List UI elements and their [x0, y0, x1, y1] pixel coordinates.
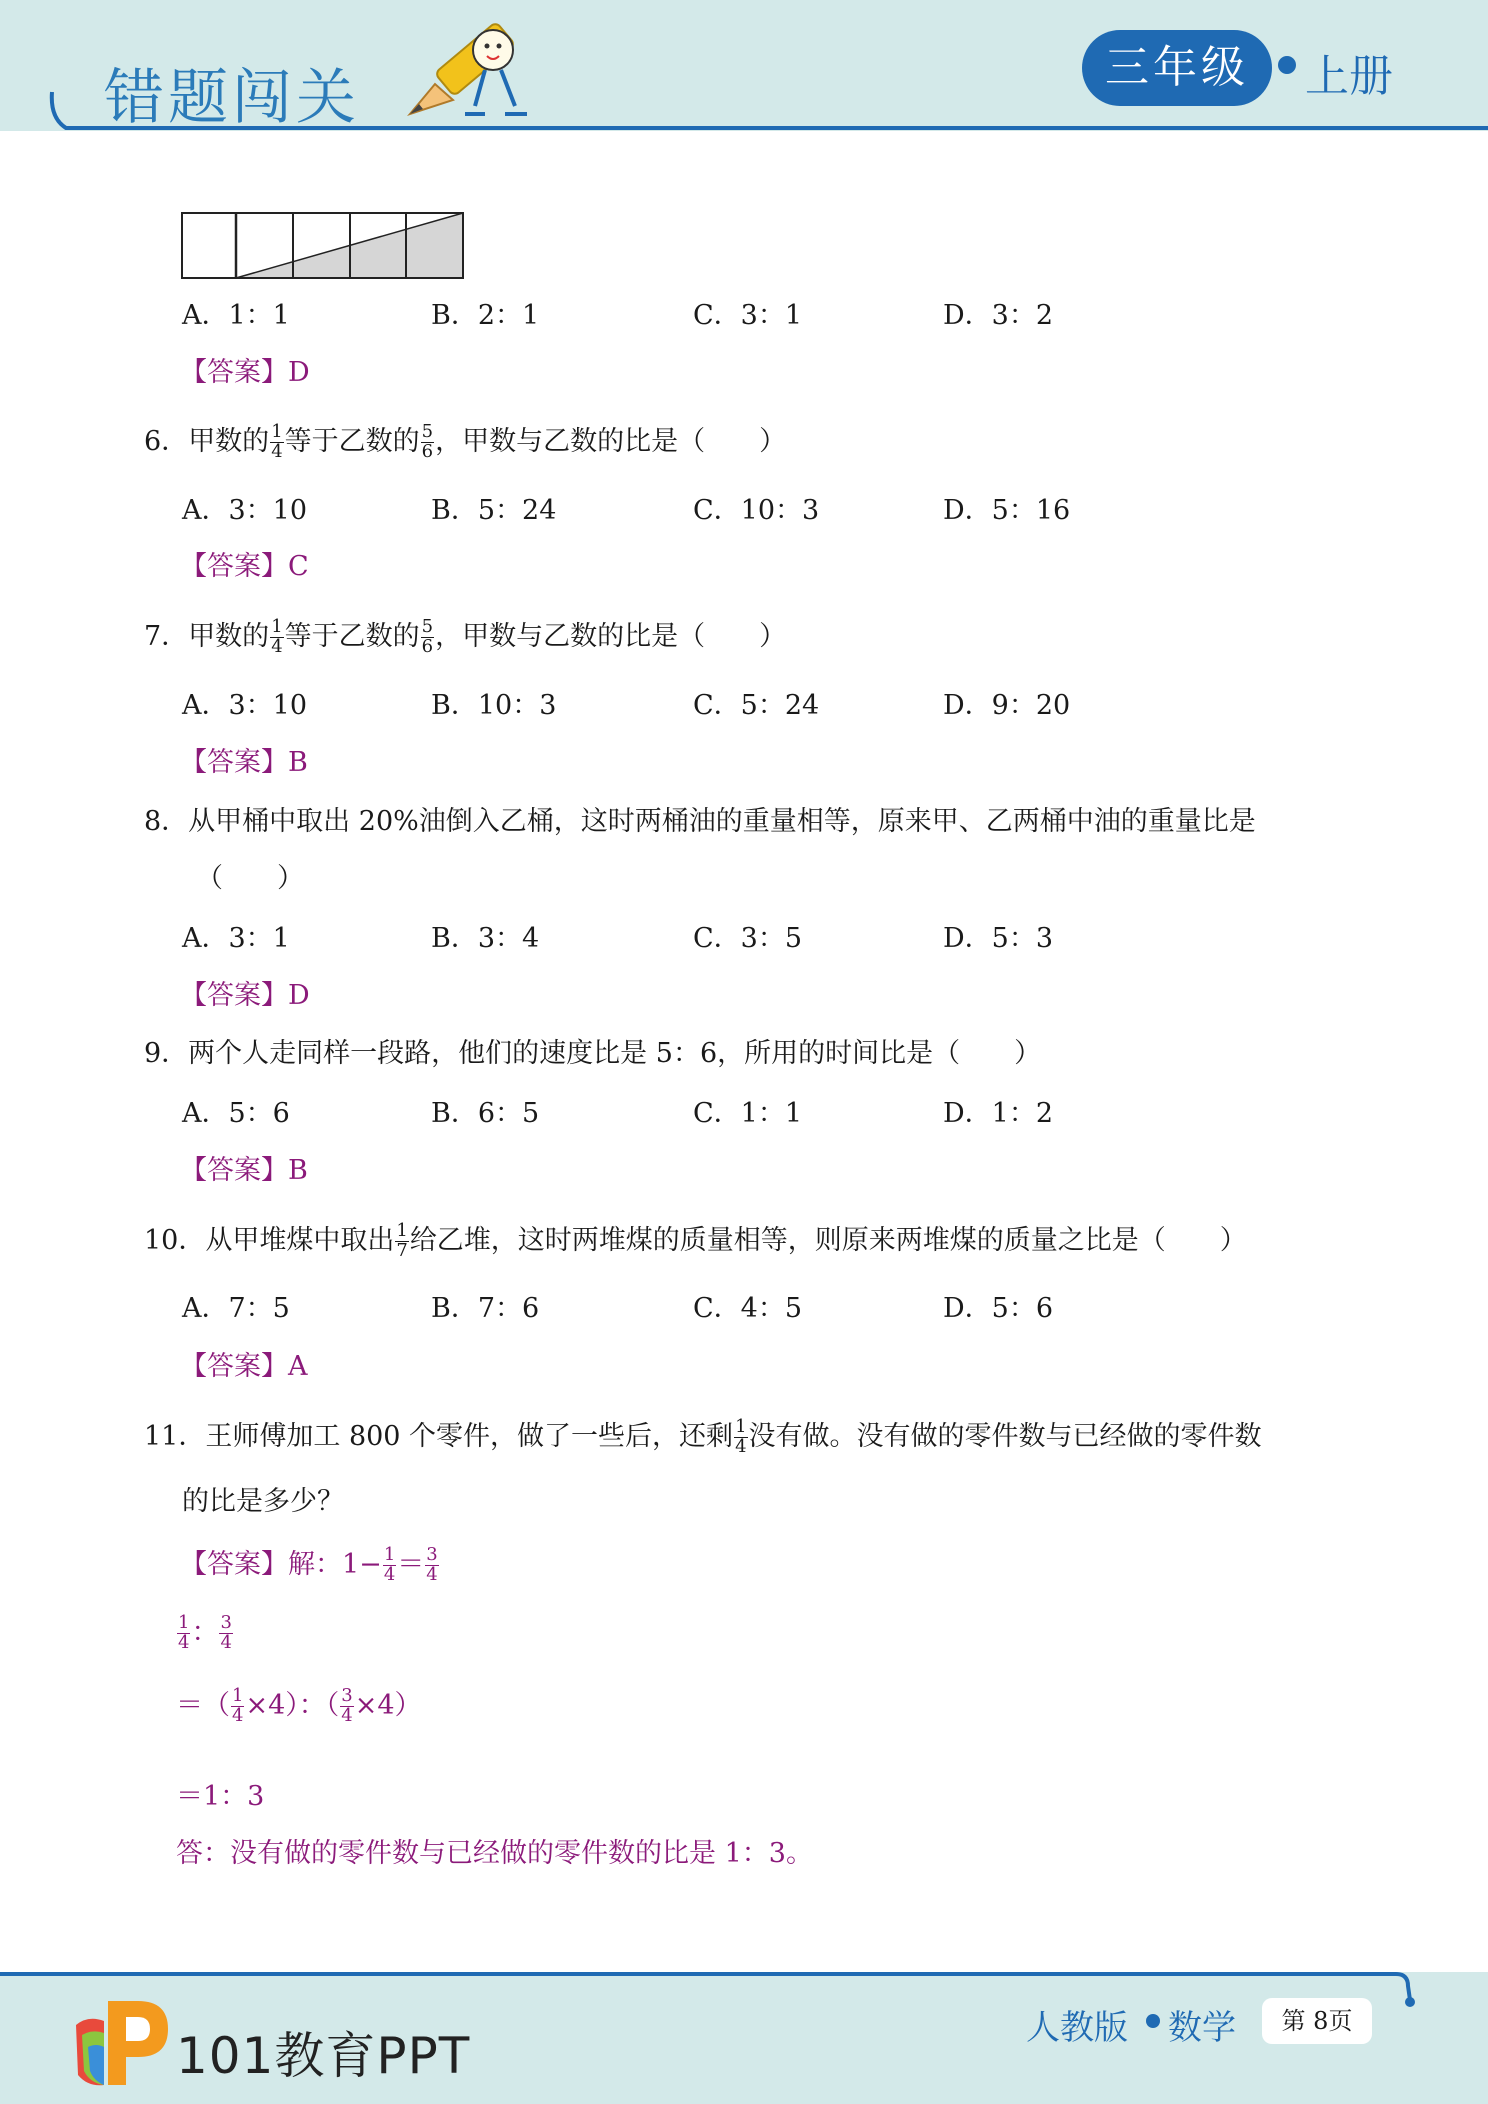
brand-name: 101教育PPT	[176, 2027, 471, 2085]
fraction	[340, 1687, 353, 1726]
q5-option-c: C．3：1	[693, 300, 803, 331]
fraction-numerator: 1	[178, 1612, 190, 1633]
footer-dot	[1146, 2014, 1160, 2028]
header-title: 错题闯关	[104, 63, 360, 133]
fraction-denominator: 4	[178, 1631, 190, 1653]
q6-answer	[180, 553, 309, 580]
footer-edition: 人教版	[1026, 2008, 1128, 2048]
question-5-figure	[180, 211, 466, 281]
q7-stem	[144, 618, 786, 657]
q7-option-b: B．10：3	[431, 690, 557, 721]
q7-option-a: A．3：10	[182, 690, 308, 721]
stem-text: 甲数的	[188, 425, 270, 457]
answer-value: B	[288, 1155, 308, 1186]
solution-text: ＝	[397, 1548, 425, 1580]
q9-answer	[180, 1157, 308, 1184]
solution-text: ：	[191, 1616, 219, 1648]
answer-label: 【答案】	[180, 1155, 288, 1186]
fraction-numerator: 1	[396, 1220, 408, 1241]
answer-value: B	[288, 747, 308, 778]
q8-option-b: B．3：4	[431, 923, 540, 954]
q8-option-d: D．5：3	[943, 923, 1054, 954]
q11-answer-line3	[176, 1687, 422, 1726]
question-number: 6．	[144, 425, 189, 457]
answer-value: A	[288, 1351, 308, 1382]
answer-label: 【答案】	[180, 1548, 288, 1580]
stem-text: ，甲数与乙数的比是（ ）	[435, 620, 787, 652]
q8-option-c: C．3：5	[693, 923, 803, 954]
solution-text: ×4）：（	[245, 1689, 340, 1721]
fraction-denominator: 4	[426, 1563, 438, 1585]
q8-stem-line2: （ ）	[196, 863, 304, 894]
fraction-numerator: 1	[271, 616, 283, 637]
q8-stem-line1: 8．从甲桶中取出 20%油倒入乙桶，这时两桶油的重量相等，原来甲、乙两桶中油的重量比是	[144, 806, 1256, 837]
fraction-numerator: 5	[421, 421, 434, 442]
q8-answer	[180, 982, 310, 1009]
fraction	[425, 1546, 438, 1585]
q6-option-c: C．10：3	[693, 495, 820, 526]
fraction-numerator: 3	[220, 1612, 232, 1633]
fraction-numerator: 1	[735, 1416, 747, 1437]
stem-text: 甲数的	[188, 620, 270, 652]
fraction-denominator: 4	[735, 1435, 747, 1457]
fraction-denominator: 7	[396, 1239, 408, 1261]
q11-stem-line1	[144, 1418, 1262, 1457]
solution-text: 解：1−	[288, 1548, 382, 1580]
fraction	[270, 618, 283, 657]
fraction-denominator: 4	[220, 1631, 232, 1653]
answer-label: 【答案】	[180, 357, 288, 388]
answer-label: 【答案】	[180, 747, 288, 778]
fraction-denominator: 4	[383, 1563, 396, 1585]
fraction-numerator: 1	[271, 421, 283, 442]
answer-label: 【答案】	[180, 980, 288, 1011]
page-number: 第 8页	[1262, 1998, 1372, 2044]
fraction	[395, 1222, 408, 1261]
q5-answer	[180, 359, 310, 386]
fraction	[177, 1614, 190, 1653]
q9-stem: 9．两个人走同样一段路，他们的速度比是 5：6，所用的时间比是（ ）	[144, 1038, 1042, 1069]
q6-option-a: A．3：10	[182, 495, 308, 526]
stem-text: 给乙堆，这时两堆煤的质量相等，则原来两堆煤的质量之比是（ ）	[409, 1224, 1247, 1256]
fraction-denominator: 4	[271, 635, 283, 657]
answer-value: D	[288, 357, 310, 388]
q10-option-c: C．4：5	[693, 1293, 803, 1324]
q10-option-b: B．7：6	[431, 1293, 540, 1324]
fraction	[421, 618, 434, 657]
fraction-numerator: 5	[421, 616, 434, 637]
q6-option-d: D．5：16	[943, 495, 1071, 526]
q11-answer-line4: ＝1：3	[176, 1781, 265, 1812]
fraction-numerator: 1	[383, 1544, 396, 1565]
footer-subject: 数学	[1168, 2008, 1236, 2048]
q7-option-d: D．9：20	[943, 690, 1071, 721]
answer-label: 【答案】	[180, 551, 288, 582]
q11-final-answer: 答：没有做的零件数与已经做的零件数的比是 1：3。	[176, 1838, 813, 1869]
header-dot	[1278, 56, 1296, 74]
fraction-numerator: 1	[232, 1685, 244, 1706]
fraction	[270, 423, 283, 462]
q5-option-d: D．3：2	[943, 300, 1054, 331]
answer-value: C	[288, 551, 309, 582]
fraction-denominator: 4	[232, 1704, 244, 1726]
stem-text: 没有做。没有做的零件数与已经做的零件数	[748, 1420, 1262, 1452]
fraction	[421, 423, 434, 462]
q9-option-c: C．1：1	[693, 1098, 803, 1129]
fraction-denominator: 6	[421, 440, 434, 462]
question-number: 7．	[144, 620, 189, 652]
brand-logo-icon	[68, 1995, 172, 2091]
fraction-denominator: 4	[341, 1704, 353, 1726]
solution-text: ×4）	[354, 1689, 422, 1721]
fraction	[231, 1687, 244, 1726]
solution-text: ＝（	[176, 1689, 230, 1721]
q9-option-b: B．6：5	[431, 1098, 540, 1129]
q11-answer-line1	[180, 1546, 440, 1585]
q6-option-b: B．5：24	[431, 495, 557, 526]
answer-value: D	[288, 980, 310, 1011]
stem-text: 等于乙数的	[284, 425, 420, 457]
pencil-mascot-icon	[405, 14, 545, 124]
q5-option-a: A．1：1	[182, 300, 290, 331]
q5-option-b: B．2：1	[431, 300, 540, 331]
stem-text: 10．从甲堆煤中取出	[144, 1224, 395, 1256]
q10-option-a: A．7：5	[182, 1293, 290, 1324]
q11-answer-line2	[176, 1614, 234, 1653]
fraction	[734, 1418, 747, 1457]
q10-answer	[180, 1353, 308, 1380]
answer-label: 【答案】	[180, 1351, 288, 1382]
fraction-numerator: 3	[426, 1544, 438, 1565]
fraction	[383, 1546, 396, 1585]
fraction-denominator: 4	[271, 440, 283, 462]
q10-stem	[144, 1222, 1247, 1261]
q11-stem-line2: 的比是多少？	[182, 1486, 344, 1517]
q8-option-a: A．3：1	[182, 923, 290, 954]
grade-badge: 三年级	[1082, 30, 1272, 106]
fraction-denominator: 6	[421, 635, 434, 657]
header-volume: 上册	[1305, 51, 1393, 102]
q6-stem	[144, 423, 786, 462]
fraction	[219, 1614, 232, 1653]
q9-option-d: D．1：2	[943, 1098, 1054, 1129]
q7-option-c: C．5：24	[693, 690, 820, 721]
stem-text: ，甲数与乙数的比是（ ）	[435, 425, 787, 457]
q9-option-a: A．5：6	[182, 1098, 290, 1129]
fraction-numerator: 3	[341, 1685, 353, 1706]
stem-text: 11．王师傅加工 800 个零件，做了一些后，还剩	[144, 1420, 734, 1452]
q7-answer	[180, 749, 308, 776]
q10-option-d: D．5：6	[943, 1293, 1054, 1324]
stem-text: 等于乙数的	[284, 620, 420, 652]
